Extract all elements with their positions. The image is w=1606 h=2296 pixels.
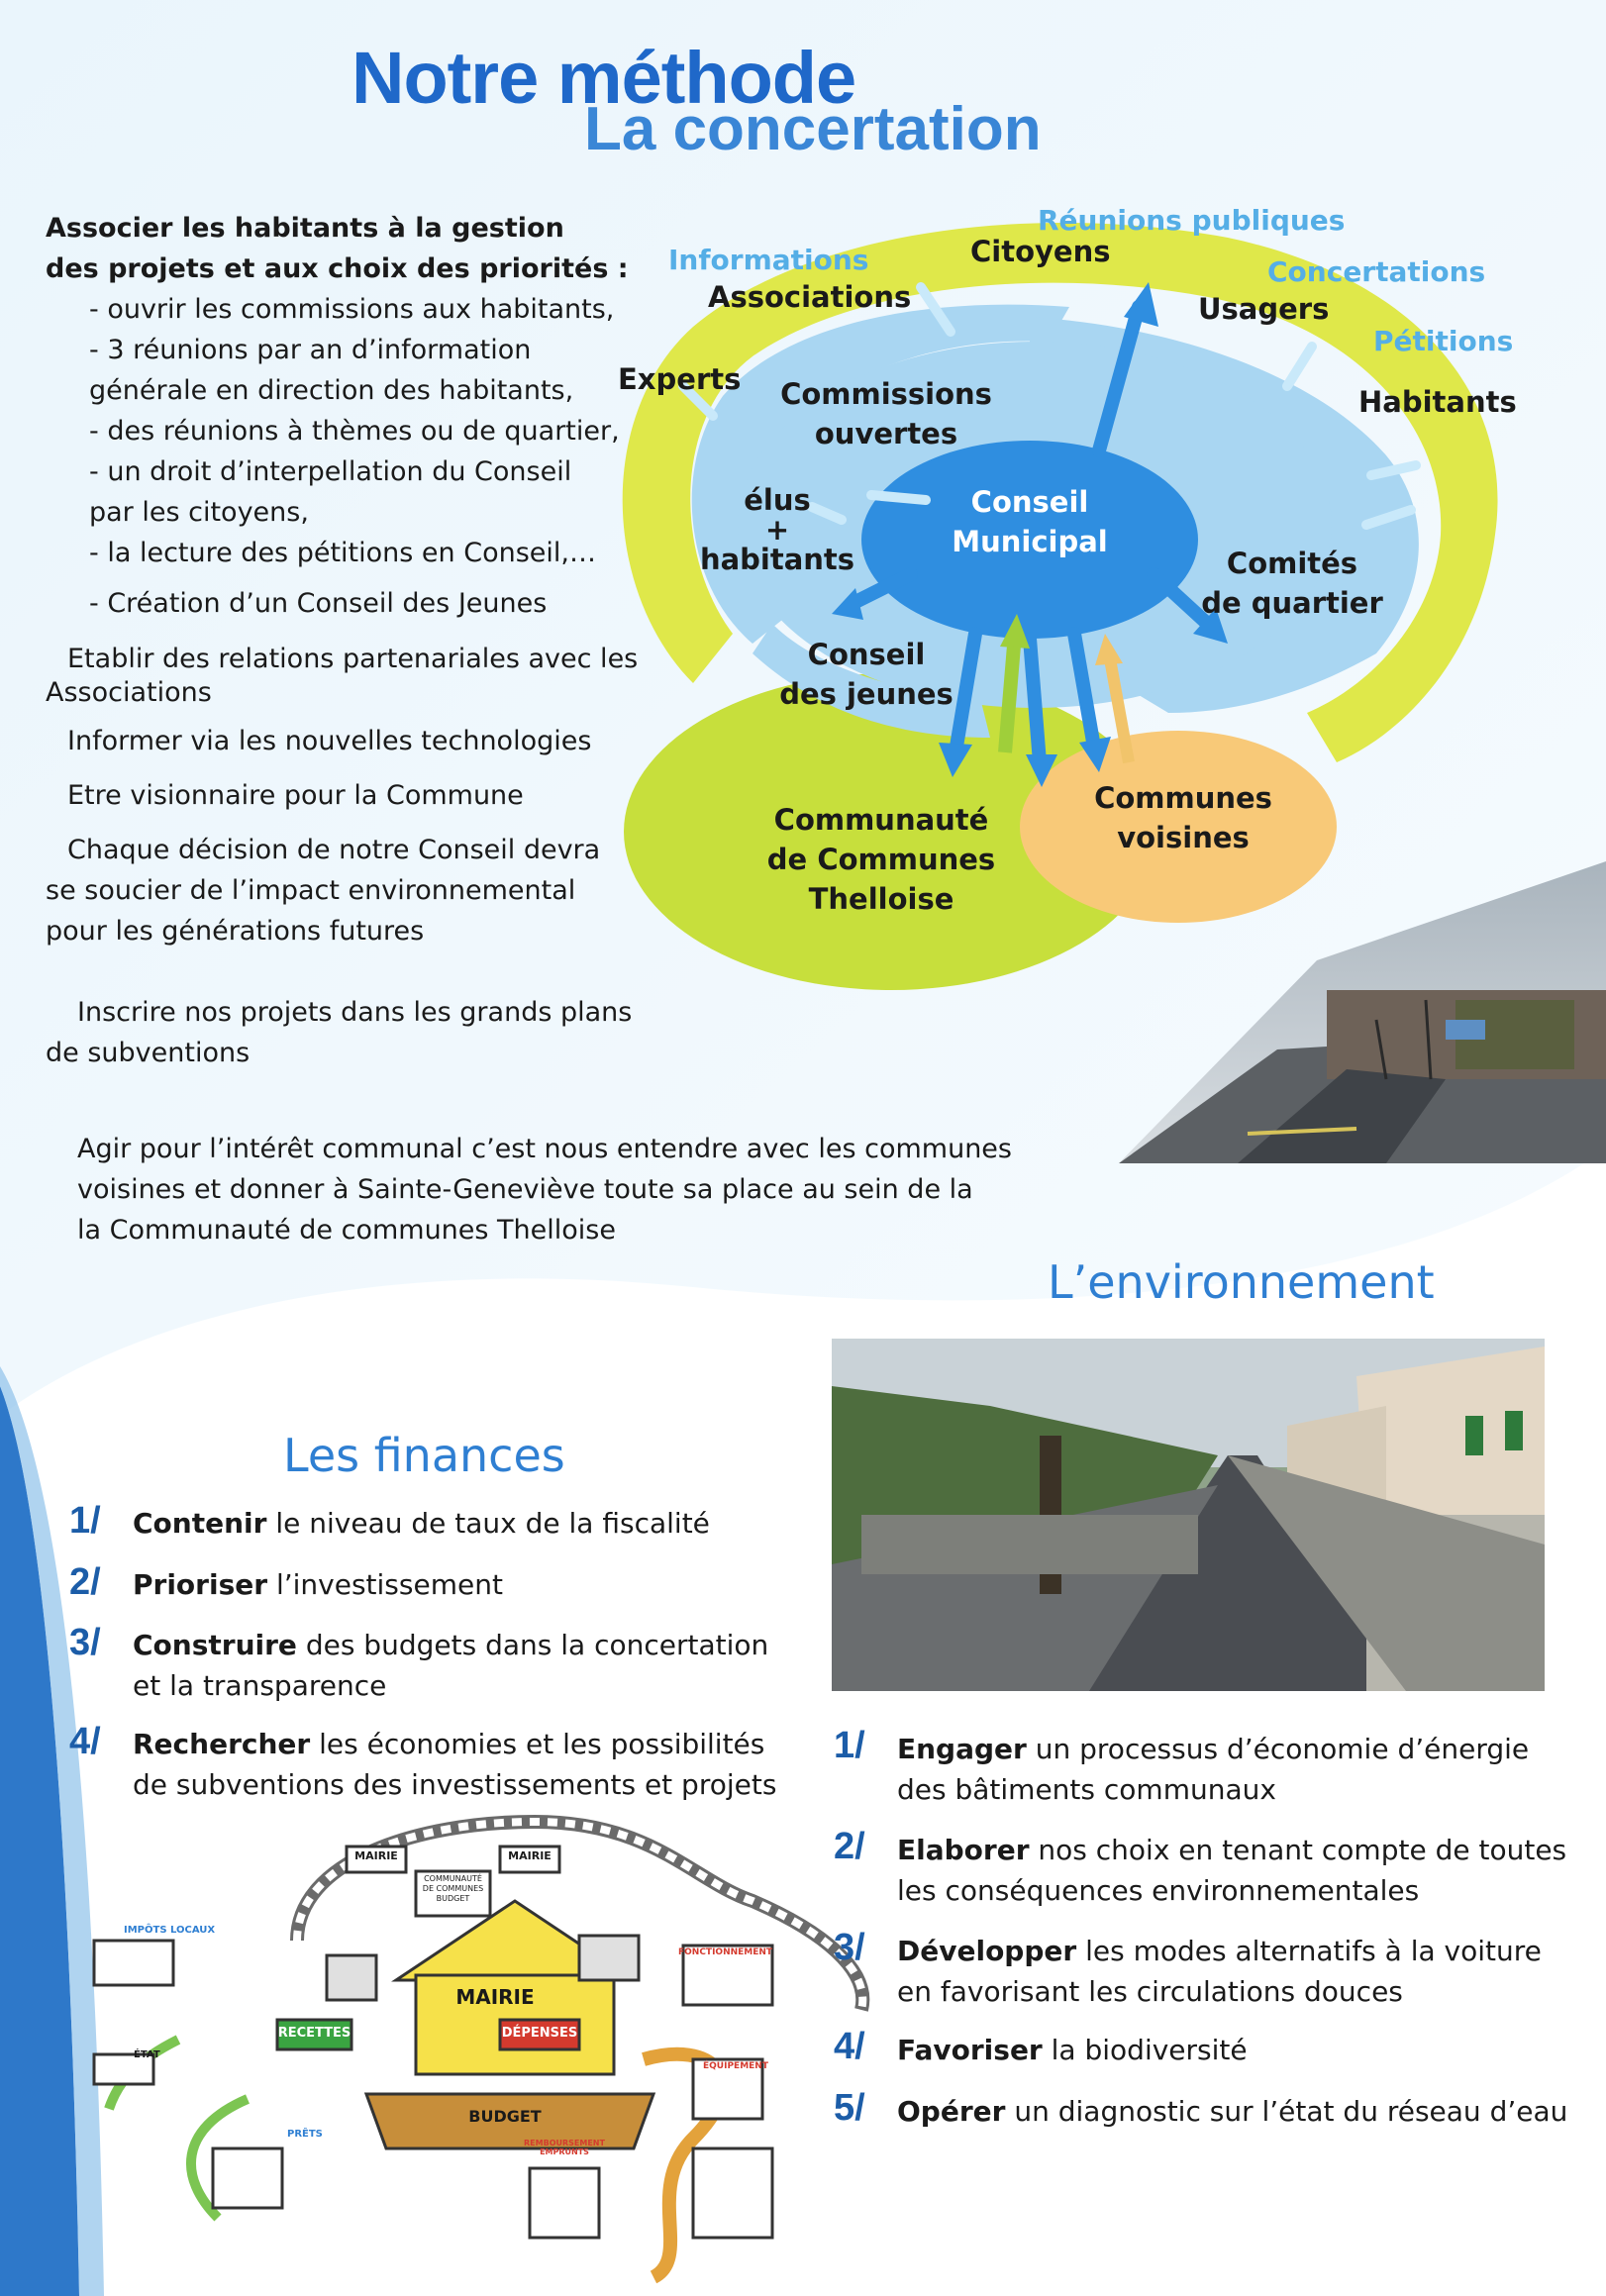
item-line2: et la transparence bbox=[133, 1669, 387, 1702]
item-keyword: Construire bbox=[133, 1629, 297, 1661]
illus-prets: PRÊTS bbox=[287, 2129, 323, 2140]
para-line: de subventions bbox=[46, 1038, 251, 1068]
item-keyword: Engager bbox=[897, 1733, 1027, 1765]
item-rest: le niveau de taux de la fiscalité bbox=[266, 1507, 710, 1540]
bullet-item: - 3 réunions par an d’information bbox=[89, 335, 532, 365]
finances-title: Les finances bbox=[283, 1429, 565, 1482]
item-number: 1/ bbox=[834, 1725, 865, 1766]
bullet-item: - des réunions à thèmes ou de quartier, bbox=[89, 416, 620, 447]
illus-cc-line2: DE COMMUNES bbox=[422, 1884, 484, 1893]
illus-remboursement: REMBOURSEMENT EMPRUNTS bbox=[524, 2139, 605, 2156]
commissions-line1: Commissions bbox=[780, 377, 992, 411]
para-line: la Communauté de communes Thelloise bbox=[77, 1215, 616, 1246]
illus-budget: BUDGET bbox=[468, 2107, 542, 2126]
jeunes-line1: Conseil bbox=[807, 638, 926, 671]
item-keyword: Développer bbox=[897, 1935, 1077, 1967]
item-keyword: Opérer bbox=[897, 2095, 1006, 2128]
item-rest: nos choix en tenant compte de toutes bbox=[1029, 1834, 1567, 1866]
item-text bbox=[133, 1564, 503, 1605]
para-technologies: Informer via les nouvelles technologies bbox=[67, 726, 592, 756]
bullet-item: - un droit d’interpellation du Conseil bbox=[89, 456, 572, 487]
item-rest: les modes alternatifs à la voiture bbox=[1076, 1935, 1542, 1967]
para-visionnaire: Etre visionnaire pour la Commune bbox=[67, 780, 524, 811]
item-line2: les conséquences environnementales bbox=[897, 1874, 1420, 1907]
illus-etat: ÉTAT bbox=[134, 2049, 160, 2060]
channel-informations: Informations bbox=[668, 244, 869, 276]
citoyens-label: Citoyens bbox=[970, 235, 1111, 268]
elus-label bbox=[693, 485, 861, 574]
center-label bbox=[921, 482, 1139, 561]
illus-cc-line1: COMMUNAUTÉ bbox=[424, 1874, 482, 1883]
jeunes-line2: des jeunes bbox=[779, 677, 954, 711]
illus-fonctionnement: FONCTIONNEMENT bbox=[678, 1947, 773, 1957]
para-subventions bbox=[46, 992, 632, 1073]
item-rest: la biodiversité bbox=[1042, 2034, 1248, 2066]
item-keyword: Elaborer bbox=[897, 1834, 1030, 1866]
para-line: Inscrire nos projets dans les grands plans bbox=[77, 997, 633, 1028]
para-line: pour les générations futures bbox=[46, 916, 425, 947]
intro-heading-line2: des projets et aux choix des priorités : bbox=[46, 253, 629, 284]
item-line2: en favorisant les circulations douces bbox=[897, 1975, 1403, 2008]
communaute-line2: de Communes bbox=[766, 843, 996, 876]
commissions-line2: ouvertes bbox=[814, 417, 958, 450]
bullet-item: - Création d’un Conseil des Jeunes bbox=[89, 588, 548, 619]
comites-quartier-label bbox=[1188, 544, 1396, 623]
illus-budget-top: BUDGET bbox=[436, 1894, 470, 1903]
item-number: 4/ bbox=[834, 2026, 865, 2067]
illus-impots: IMPÔTS LOCAUX bbox=[124, 1925, 216, 1936]
para-line: Associations bbox=[46, 677, 212, 708]
intro-heading bbox=[46, 208, 629, 289]
voisines-line2: voisines bbox=[1117, 821, 1250, 854]
item-text bbox=[133, 1625, 768, 1706]
center-label-line1: Conseil bbox=[970, 485, 1089, 519]
communaute-label bbox=[753, 800, 1010, 919]
para-interet-communal bbox=[77, 1129, 1012, 1250]
channel-petitions: Pétitions bbox=[1373, 325, 1514, 357]
item-line2: de subventions des investissements et projets bbox=[133, 1768, 777, 1801]
elus-line3: habitants bbox=[699, 543, 855, 576]
communaute-line1: Communauté bbox=[773, 803, 989, 837]
street-photo bbox=[832, 1339, 1545, 1691]
item-rest: l’investissement bbox=[267, 1568, 503, 1601]
communaute-line3: Thelloise bbox=[808, 882, 954, 916]
illus-communaute bbox=[416, 1874, 490, 1904]
item-number: 3/ bbox=[834, 1927, 865, 1968]
item-rest: un processus d’économie d’énergie bbox=[1026, 1733, 1530, 1765]
center-label-line2: Municipal bbox=[952, 525, 1108, 558]
voisines-line1: Communes bbox=[1094, 781, 1272, 815]
environnement-title: L’environnement bbox=[1048, 1255, 1435, 1309]
illus-equipement: ÉQUIPEMENT bbox=[703, 2061, 768, 2071]
para-impact bbox=[46, 830, 600, 951]
experts-label: Experts bbox=[618, 362, 742, 396]
item-number: 5/ bbox=[834, 2087, 865, 2129]
item-text bbox=[133, 1724, 776, 1805]
channel-concertations: Concertations bbox=[1267, 255, 1486, 288]
item-line2: des bâtiments communaux bbox=[897, 1773, 1276, 1806]
item-rest: un diagnostic sur l’état du réseau d’eau bbox=[1005, 2095, 1568, 2128]
para-line: Etablir des relations partenariales avec les bbox=[67, 644, 639, 674]
bullet-item: - la lecture des pétitions en Conseil,… bbox=[89, 538, 596, 568]
comites-line2: de quartier bbox=[1201, 586, 1383, 620]
item-number: 2/ bbox=[69, 1561, 101, 1603]
channel-reunions-publiques: Réunions publiques bbox=[1038, 204, 1346, 237]
item-keyword: Favoriser bbox=[897, 2034, 1043, 2066]
bullet-item: générale en direction des habitants, bbox=[89, 375, 574, 406]
item-text bbox=[133, 1503, 710, 1544]
para-line: voisines et donner à Sainte-Geneviève toute sa place au sein de la bbox=[77, 1174, 973, 1205]
para-line: se soucier de l’impact environnemental bbox=[46, 875, 576, 906]
item-keyword: Contenir bbox=[133, 1507, 267, 1540]
item-keyword: Prioriser bbox=[133, 1568, 268, 1601]
item-rest: des budgets dans la concertation bbox=[296, 1629, 769, 1661]
illus-mairie-right: MAIRIE bbox=[508, 1849, 552, 1862]
intro-bullets bbox=[89, 289, 620, 624]
item-number: 4/ bbox=[69, 1721, 101, 1762]
page-subtitle: La concertation bbox=[584, 95, 1042, 163]
bullet-item: par les citoyens, bbox=[89, 497, 309, 528]
elus-line1: élus bbox=[744, 483, 811, 517]
para-line: Agir pour l’intérêt communal c’est nous entendre avec les communes bbox=[77, 1134, 1012, 1164]
item-number: 2/ bbox=[834, 1826, 865, 1867]
item-text bbox=[897, 1931, 1542, 2012]
page-title: Notre méthode bbox=[351, 37, 856, 119]
item-text bbox=[897, 1830, 1566, 1911]
illus-mairie: MAIRIE bbox=[455, 1985, 535, 2009]
item-rest: les économies et les possibilités bbox=[310, 1728, 765, 1760]
item-text bbox=[897, 2091, 1567, 2132]
item-number: 3/ bbox=[69, 1622, 101, 1663]
bullet-item: - ouvrir les commissions aux habitants, bbox=[89, 294, 615, 325]
commissions-label bbox=[772, 374, 1000, 453]
habitants-label: Habitants bbox=[1358, 385, 1517, 419]
conseil-jeunes-label bbox=[762, 635, 970, 714]
item-text bbox=[897, 2030, 1248, 2070]
intro-heading-line1: Associer les habitants à la gestion bbox=[46, 213, 564, 244]
illus-recettes: RECETTES bbox=[277, 2026, 351, 2041]
item-text bbox=[897, 1729, 1529, 1810]
illus-mairie-left: MAIRIE bbox=[354, 1849, 398, 1862]
associations-label: Associations bbox=[708, 280, 912, 314]
item-number: 1/ bbox=[69, 1500, 101, 1542]
para-line: Chaque décision de notre Conseil devra bbox=[67, 835, 601, 865]
item-keyword: Rechercher bbox=[133, 1728, 311, 1760]
elus-line2: + bbox=[764, 513, 790, 547]
communes-voisines-label bbox=[1079, 778, 1287, 857]
usagers-label: Usagers bbox=[1198, 292, 1330, 326]
para-associations bbox=[46, 639, 638, 707]
illus-depenses: DÉPENSES bbox=[501, 2026, 578, 2041]
comites-line1: Comités bbox=[1226, 547, 1358, 580]
